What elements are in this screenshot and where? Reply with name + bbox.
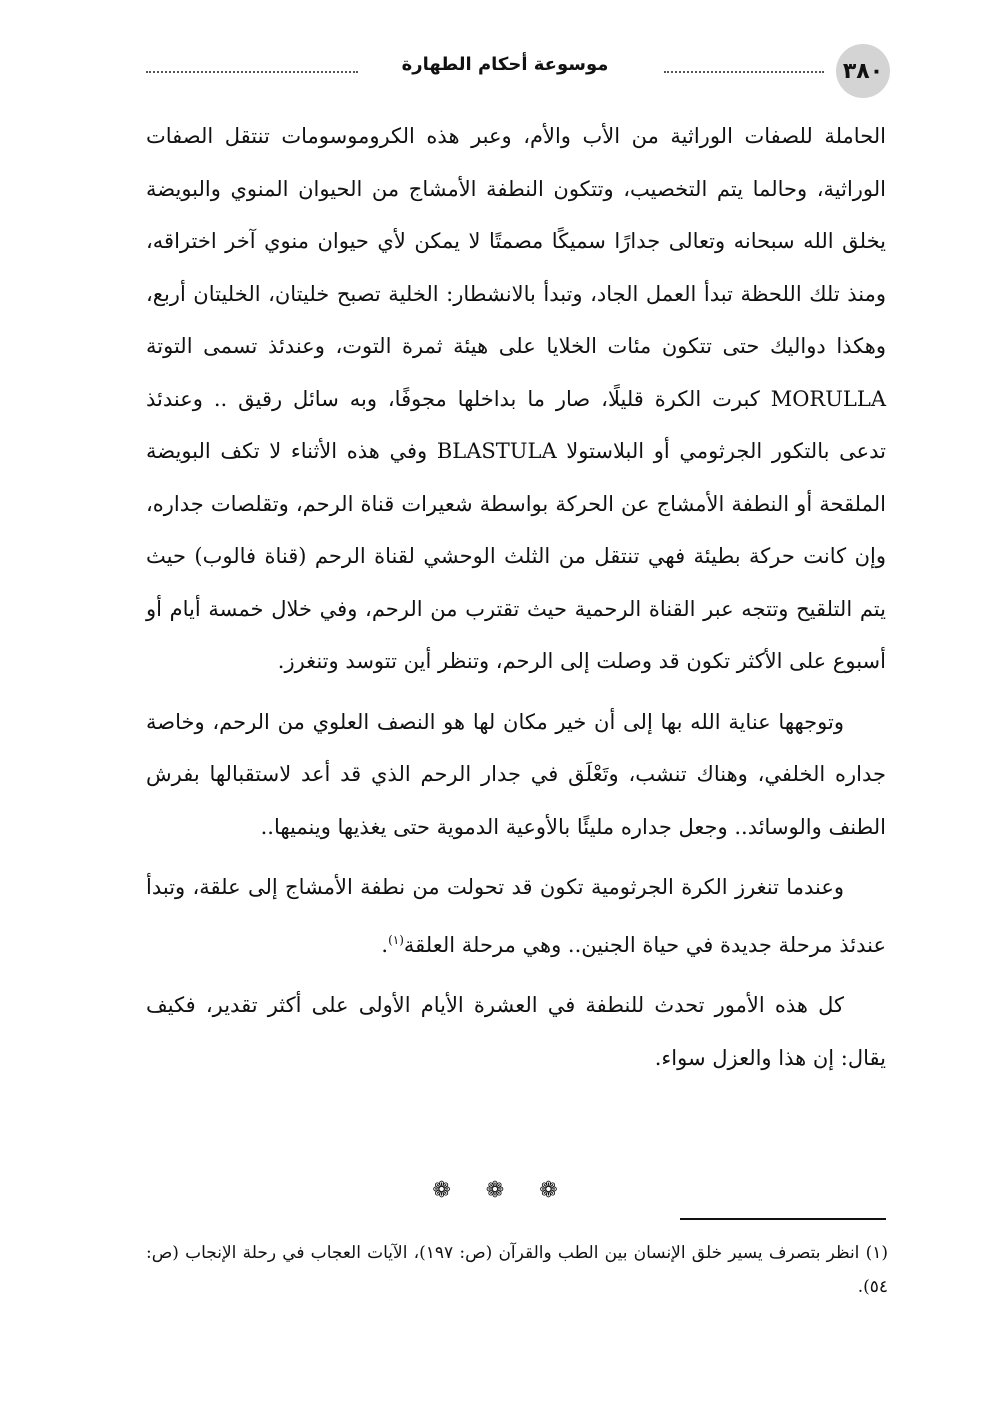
page-number-badge: ٣٨٠ <box>836 44 890 98</box>
paragraph-3-text: وعندما تنغرز الكرة الجرثومية تكون قد تحولت من نطفة الأمشاج إلى علقة، وتبدأ عندئذ مرحلة جديدة في حياة الجنين.. وهي مرحلة العلقة <box>146 875 886 957</box>
page-header <box>142 44 890 100</box>
paragraph-3 <box>146 861 886 971</box>
footnote-1: (١) انظر بتصرف يسير خلق الإنسان بين الطب والقرآن (ص: ١٩٧)، الآيات العجاب في رحلة الإنجاب (ص: ٥٤). <box>146 1243 888 1297</box>
footnotes <box>146 1236 888 1304</box>
body-text <box>146 110 886 1092</box>
header-dotted-rule-left <box>146 71 358 73</box>
section-ornament: ❁ ❁ ❁ <box>432 1178 572 1203</box>
paragraph-3-tail: . <box>381 932 389 957</box>
book-title: موسوعة أحكام الطهارة <box>401 54 609 75</box>
footnote-separator <box>680 1218 886 1220</box>
paragraph-2: وتوجهها عناية الله بها إلى أن خير مكان لها هو النصف العلوي من الرحم، وخاصة جداره الخلفي، وهناك تنشب، وتَعْلَق في جدار الرحم الذي قد أعد لاستقبالها بفرش الطنف والوسائد.. وجعل جداره مليئًا بالأوعية الدموية حتى يغذيها وينميها.. <box>146 709 886 839</box>
paragraph-4: كل هذه الأمور تحدث للنطفة في العشرة الأيام الأولى على أكثر تقدير، فكيف يقال: إن هذا والعزل سواء. <box>146 993 886 1070</box>
footnote-marker[interactable]: (١) <box>388 932 404 947</box>
header-dotted-rule-right <box>664 71 824 73</box>
paragraph-1: الحاملة للصفات الوراثية من الأب والأم، وعبر هذه الكروموسومات تنتقل الصفات الوراثية، وحالما يتم التخصيب، وتتكون النطفة الأمشاج من الحيوان المنوي والبويضة يخلق الله سبحانه وتعالى جدارًا سميكًا مصمتًا لا يمكن لأي حيوان منوي آخر اختراقه، ومنذ تلك اللحظة تبدأ العمل الجاد، وتبدأ بالانشطار: الخلية تصبح خليتان، الخليتان أربع، وهكذا دواليك حتى تتكون مئات الخلايا على هيئة ثمرة التوت، وعندئذ تسمى التوتة MORULLA كبرت الكرة قليلًا، صار ما بداخلها مجوفًا، وبه سائل رقيق .. وعندئذ تدعى بالتكور الجرثومي أو البلاستولا BLASTULA وفي هذه الأثناء لا تكف البويضة الملقحة أو النطفة الأمشاج عن الحركة بواسطة شعيرات قناة الرحم، وتقلصات جداره، وإن كانت حركة بطيئة فهي تنتقل من الثلث الوحشي لقناة الرحم (قناة فالوب) حيث يتم التلقيح وتتجه عبر القناة الرحمية حيث تقترب من الرحم، وفي خلال خمسة أيام أو أسبوع على الأكثر تكون قد وصلت إلى الرحم، وتنظر أين تتوسد وتنغرز. <box>146 124 886 673</box>
